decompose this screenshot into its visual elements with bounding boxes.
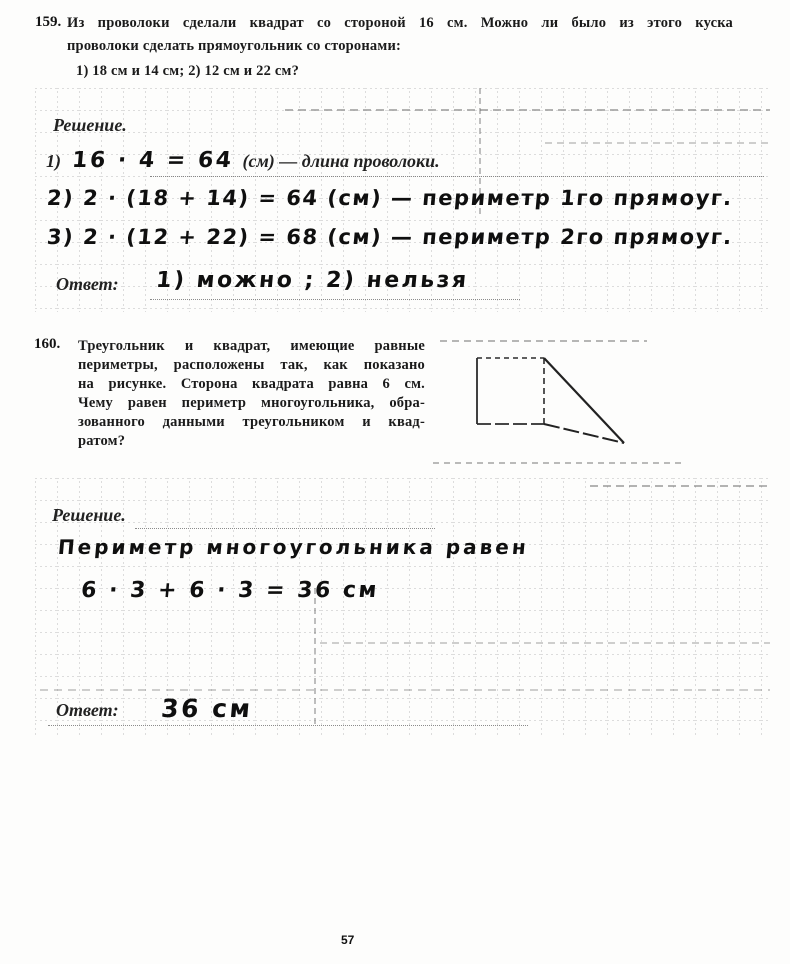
grid-paper-160 [35,478,770,738]
problem-160-text-line-4: Чему равен периметр многоугольника, обра- [78,395,425,411]
problem-159-text-line-1: Из проволоки сделали квадрат со стороной 16 см. Можно ли было из этого куска [67,15,733,31]
step-1-printed-suffix: (см) — длина проволоки. [242,151,440,171]
step-1-printed-prefix: 1) [46,151,61,171]
problem-160-text-line-3: на рисунке. Сторона квадрата равна 6 см. [78,376,425,392]
writing-guide-line [150,176,764,177]
figure-triangle-hypotenuse [544,358,624,443]
problem-160-text-line-2: периметры, расположены так, как показано [78,357,425,373]
problem-160-text-line-5: зованного данными треугольником и квад- [78,414,425,430]
grid-paper-160-lines [35,478,770,738]
problem-159-text-line-2: проволоки сделать прямоугольник со сторонами: [67,38,402,54]
problem-159-number: 159. [35,14,62,30]
answer-160-handwritten-value: 36 см [160,694,254,723]
writing-guide-line [135,528,435,529]
writing-guide-line [48,725,528,726]
problem-159-text-line-3: 1) 18 см и 14 см; 2) 12 см и 22 см? [76,63,300,79]
answer-159-label: Ответ: [56,274,119,294]
answer-160-label: Ответ: [56,700,119,720]
page-number: 57 [341,933,355,947]
solution-159-step-1 [46,148,440,173]
solution-160-step-1-handwritten: Периметр многоугольника равен [57,535,530,559]
grid-pattern [35,478,770,738]
problem-160-number: 160. [34,336,61,352]
figure-square-and-triangle [432,337,767,470]
solution-160-label: Решение. [52,505,126,525]
solution-159-label: Решение. [53,115,127,135]
figure-triangle-bottom-edge [544,424,624,443]
problem-160-text-line-1: Треугольник и квадрат, имеющие равные [78,338,425,354]
writing-guide-line [150,299,520,300]
solution-160-step-2-handwritten: 6 · 3 + 6 · 3 = 36 см [80,578,381,603]
answer-159-handwritten-value: 1) можно ; 2) нельзя [155,268,470,293]
solution-159-step-3-handwritten: 3) 2 · (12 + 22) = 68 (см) — периметр 2го прямоуг. [46,225,734,249]
solution-159-step-2-handwritten: 2) 2 · (18 + 14) = 64 (см) — периметр 1го прямоуг. [46,186,734,210]
step-1-handwritten-value: 16 · 4 = 64 [71,148,235,173]
problem-160-text-line-6: ратом? [78,433,126,449]
